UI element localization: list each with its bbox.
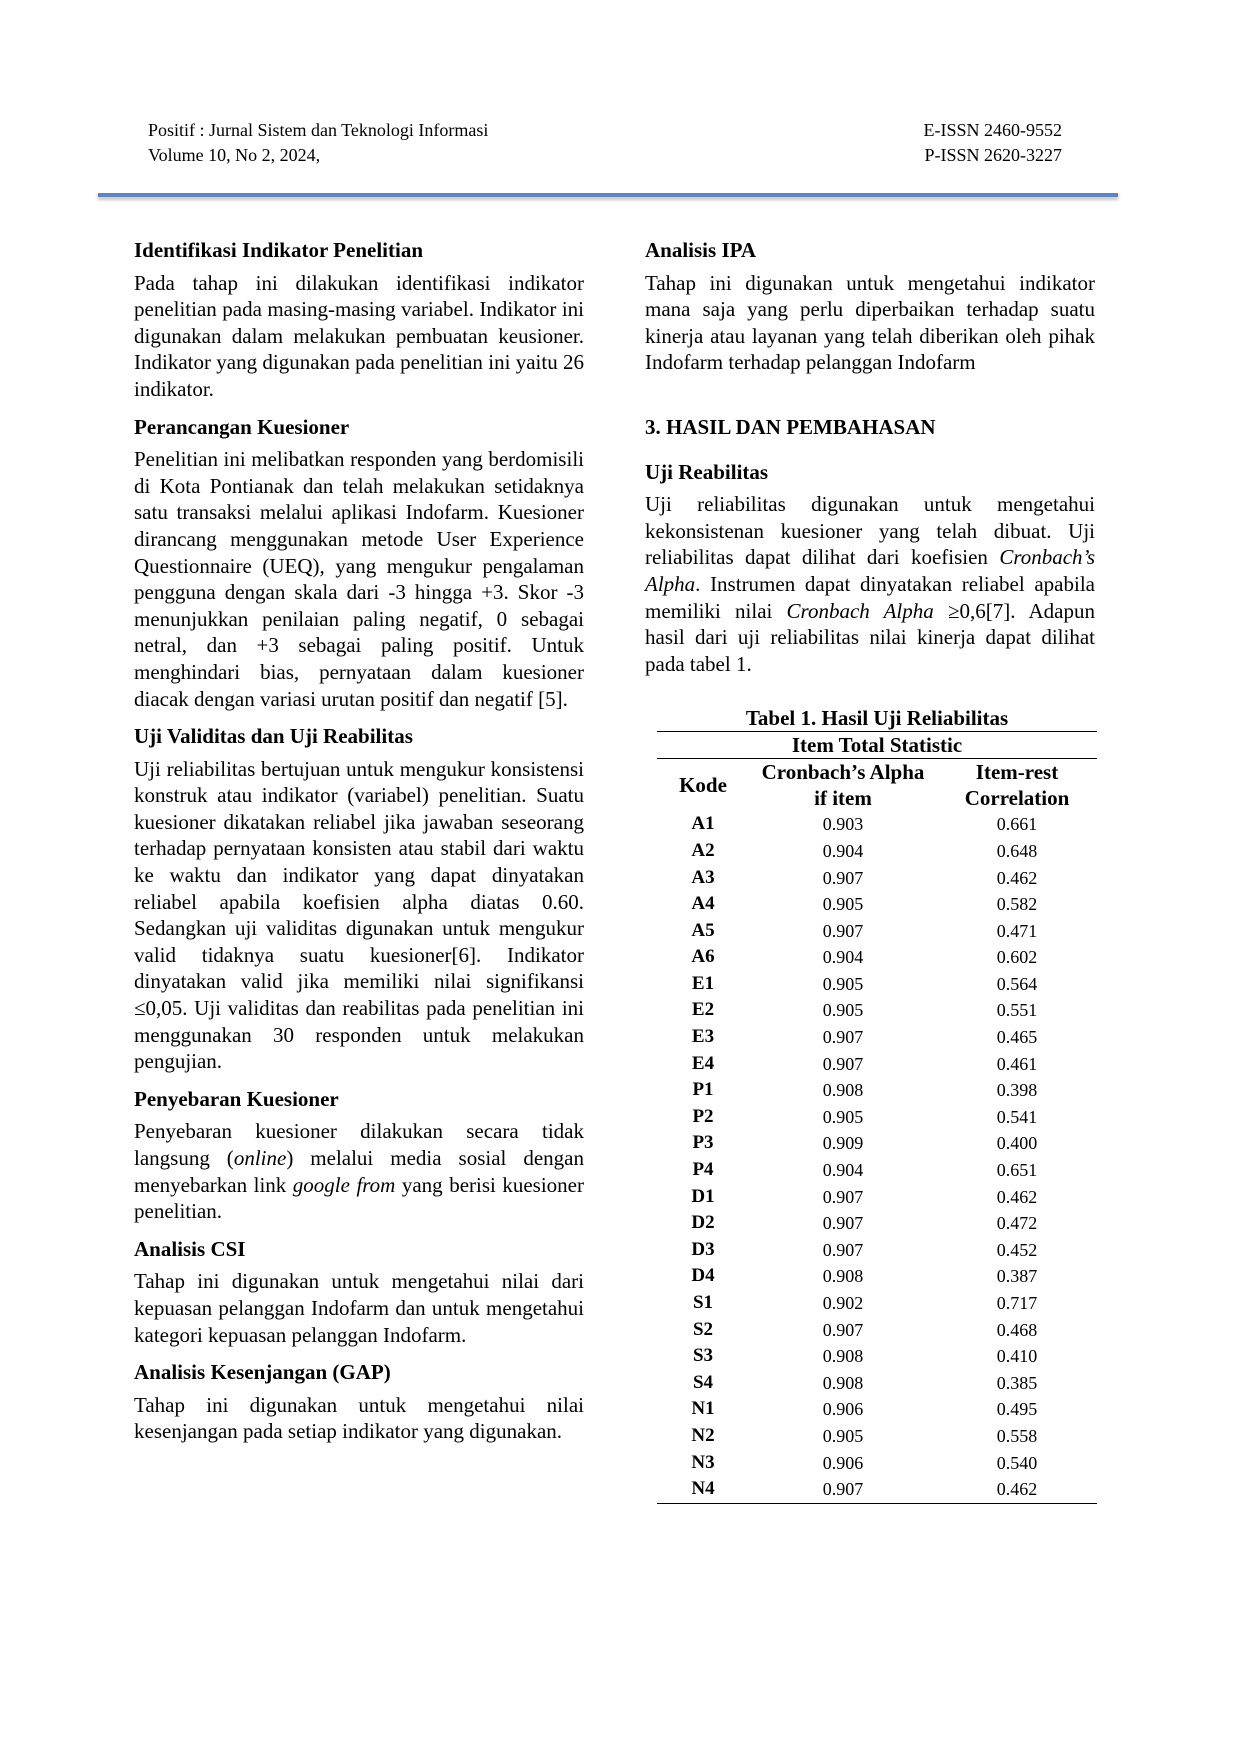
cell-correlation: 0.400	[996, 1133, 1038, 1154]
journal-name: Positif : Jurnal Sistem dan Teknologi Informasi	[148, 120, 489, 140]
table-row	[657, 997, 1097, 1024]
text-run: . Instrumen dapat dinyatakan reliabel apabila memiliki nilai	[645, 571, 1095, 623]
chapter-title: 3. HASIL DAN PEMBAHASAN	[645, 414, 936, 439]
cell-kode: P3	[692, 1132, 714, 1154]
left-column	[134, 237, 584, 1456]
text-run: ) melalui media sosial dengan menyebarkan link	[134, 1146, 584, 1197]
table-row	[657, 1130, 1097, 1157]
cell-alpha: 0.906	[822, 1399, 864, 1420]
cell-correlation: 0.651	[996, 1160, 1038, 1181]
header-divider	[98, 193, 1118, 197]
cell-correlation: 0.468	[996, 1319, 1038, 1340]
italic-online: online	[233, 1146, 287, 1170]
reliability-table	[657, 731, 1097, 1503]
cell-alpha: 0.904	[822, 1160, 864, 1181]
table-caption: Tabel 1. Hasil Uji Reliabilitas	[745, 706, 1009, 731]
cell-alpha: 0.907	[822, 1319, 864, 1340]
header-line: if item	[814, 786, 872, 811]
cell-alpha: 0.909	[822, 1133, 864, 1154]
section-analisis-csi	[134, 1236, 584, 1348]
cell-alpha: 0.905	[822, 1425, 864, 1446]
section-title: Perancangan Kuesioner	[134, 414, 350, 439]
table-group-header: Item Total Statistic	[657, 732, 1097, 759]
cell-correlation: 0.461	[996, 1053, 1038, 1074]
cell-kode: D4	[691, 1265, 715, 1287]
table-row	[657, 891, 1097, 918]
section-body: Tahap ini digunakan untuk mengetahui nilai dari kepuasan pelanggan Indofarm dan untuk mengetahui kategori kepuasan pelanggan Indofarm.	[134, 1269, 584, 1347]
section-body: Uji reliabilitas bertujuan untuk mengukur konsistensi konstruk atau indikator (variabel) penelitian. Suatu kuesioner dikatakan reliabel jika jawaban seseorang terhadap pernyataan konsisten atau stabil dari waktu ke waktu dan indikator yang dapat dinyatakan reliabel apabila koefisien alpha diatas 0.60. Sedangkan uji validitas digunakan untuk mengukur valid tidaknya suatu kuesioner[6]. Indikator dinyatakan valid jika memiliki nilai signifikansi ≤0,05. Uji validitas dan reabilitas pada penelitian ini menggunakan 30 responden untuk melakukan pengujian.	[134, 756, 584, 1074]
cell-correlation: 0.471	[996, 920, 1038, 941]
cell-kode: N2	[691, 1424, 715, 1446]
section-title: Uji Reabilitas	[645, 459, 769, 484]
cell-alpha: 0.904	[822, 840, 864, 861]
cell-alpha: 0.907	[822, 1027, 864, 1048]
cell-alpha: 0.904	[822, 947, 864, 968]
header-line: Cronbach’s Alpha	[761, 760, 925, 785]
cell-correlation: 0.540	[996, 1452, 1038, 1473]
cell-correlation: 0.717	[996, 1293, 1038, 1313]
section-title: Analisis IPA	[645, 238, 757, 262]
section-body: Tahap ini digunakan untuk mengetahui indikator mana saja yang perlu diperbaikan terhadap suatu kinerja atau layanan yang telah diberikan oleh pihak Indofarm terhadap pelanggan Indofarm	[645, 270, 1095, 375]
table-row	[657, 971, 1097, 998]
cell-kode: N1	[691, 1398, 715, 1420]
cell-correlation: 0.462	[996, 1186, 1038, 1207]
cell-correlation: 0.541	[996, 1106, 1038, 1127]
cell-correlation: 0.495	[996, 1399, 1038, 1420]
section-analisis-ipa	[645, 237, 1095, 376]
cell-alpha: 0.907	[749, 1476, 937, 1503]
header-line: Correlation	[964, 786, 1070, 811]
cell-alpha: 0.905	[822, 973, 864, 994]
cell-kode: E3	[691, 1026, 715, 1048]
table-row	[657, 918, 1097, 945]
cell-kode: D1	[691, 1185, 715, 1207]
table-row	[657, 1290, 1097, 1317]
cell-kode: P1	[692, 1079, 714, 1101]
cell-alpha: 0.908	[822, 1080, 864, 1101]
table-row	[657, 1237, 1097, 1264]
cell-kode: E1	[691, 972, 715, 994]
table-row	[657, 865, 1097, 892]
col-header-kode: Kode	[657, 759, 749, 812]
section-title: Penyebaran Kuesioner	[134, 1086, 339, 1111]
table-row	[657, 1396, 1097, 1423]
section-title: Analisis CSI	[134, 1236, 246, 1261]
table-row	[657, 1317, 1097, 1344]
section-body: Pada tahap ini dilakukan identifikasi indikator penelitian pada masing-masing variabel. Indikator ini digunakan dalam melakukan pembuatan keusioner. Indikator yang digunakan pada penelitian ini yaitu 26 indikator.	[134, 270, 584, 401]
section-title: Analisis Kesenjangan (GAP)	[134, 1360, 391, 1385]
table-row	[657, 1157, 1097, 1184]
table-row	[657, 1051, 1097, 1078]
cell-kode: S3	[692, 1345, 714, 1367]
cell-alpha: 0.907	[822, 1186, 864, 1207]
section-uji-reabilitas	[645, 459, 1095, 678]
cell-kode: A2	[691, 839, 715, 861]
cell-correlation: 0.648	[996, 840, 1038, 861]
table-row	[657, 1476, 1097, 1503]
cell-alpha: 0.907	[822, 920, 864, 941]
cell-alpha: 0.908	[822, 1266, 864, 1287]
cell-correlation: 0.551	[996, 1000, 1038, 1021]
table-row	[657, 1450, 1097, 1477]
cell-kode: S2	[692, 1318, 714, 1340]
cell-kode: A3	[691, 866, 715, 888]
cell-alpha: 0.905	[822, 1106, 864, 1127]
cell-correlation: 0.582	[996, 894, 1038, 915]
table-row	[657, 1343, 1097, 1370]
text-run: Uji reliabilitas digunakan untuk mengetahui kekonsistenan kuesioner yang telah dibuat. Uji reliabilitas dapat dilihat dari koefisien	[645, 492, 1095, 570]
italic-cronbach-alpha: Cronbach Alpha	[786, 598, 934, 623]
cell-alpha: 0.907	[822, 1053, 864, 1074]
cell-correlation: 0.462	[996, 867, 1038, 888]
header-line: Item-rest	[975, 760, 1059, 785]
cell-kode: D3	[691, 1238, 715, 1260]
cell-kode: N4	[657, 1476, 749, 1503]
section-perancangan	[134, 414, 584, 713]
page-header	[148, 118, 1062, 168]
section-uji-validitas	[134, 723, 584, 1075]
section-body: Tahap ini digunakan untuk mengetahui nilai kesenjangan pada setiap indikator yang digunakan.	[134, 1392, 584, 1444]
table-row	[657, 1370, 1097, 1397]
cell-kode: E2	[691, 999, 715, 1021]
eissn: E-ISSN 2460-9552	[923, 120, 1062, 140]
table-row	[657, 1184, 1097, 1211]
cell-alpha: 0.905	[822, 894, 864, 915]
section-analisis-gap	[134, 1359, 584, 1445]
cell-correlation: 0.387	[996, 1266, 1038, 1287]
cell-alpha: 0.902	[822, 1293, 864, 1313]
cell-alpha: 0.906	[822, 1452, 864, 1473]
cell-correlation: 0.465	[996, 1027, 1038, 1048]
section-title: Identifikasi Indikator Penelitian	[134, 238, 423, 262]
cell-kode: D2	[691, 1212, 715, 1234]
table-row	[657, 1077, 1097, 1104]
cell-kode: P2	[692, 1105, 714, 1127]
table-row	[657, 1263, 1097, 1290]
cell-alpha: 0.908	[822, 1346, 864, 1367]
reliability-table-block	[657, 705, 1097, 1503]
cell-alpha: 0.908	[822, 1372, 864, 1393]
cell-correlation: 0.564	[996, 973, 1038, 994]
cell-kode: A5	[691, 919, 715, 941]
text-run: ≥0,6[7]. Adapun hasil dari uji reliabilitas nilai kinerja dapat dilihat pada tabel 1.	[645, 598, 1095, 676]
table-row	[657, 838, 1097, 865]
section-body	[645, 491, 1095, 677]
col-header-correlation	[937, 759, 1097, 812]
pissn: P-ISSN 2620-3227	[924, 145, 1062, 165]
section-title: Uji Validitas dan Uji Reabilitas	[134, 724, 413, 749]
section-identifikasi	[134, 237, 584, 403]
cell-correlation: 0.398	[996, 1080, 1038, 1101]
table-row	[657, 1024, 1097, 1051]
table-row	[657, 944, 1097, 971]
cell-kode: P4	[692, 1159, 714, 1181]
cell-correlation: 0.410	[996, 1346, 1038, 1367]
italic-cronbach-alpha: Cronbach’s Alpha	[645, 545, 1095, 596]
table-row	[657, 1104, 1097, 1131]
table-row	[657, 1210, 1097, 1237]
cell-correlation: 0.472	[996, 1213, 1038, 1234]
cell-alpha: 0.905	[822, 1000, 864, 1021]
cell-alpha: 0.907	[822, 1239, 864, 1260]
journal-volume: Volume 10, No 2, 2024,	[148, 145, 321, 165]
col-header-alpha	[749, 759, 937, 812]
cell-kode: E4	[691, 1052, 715, 1074]
cell-correlation: 0.462	[937, 1476, 1097, 1503]
section-body: Penelitian ini melibatkan responden yang berdomisili di Kota Pontianak dan telah melakukan setidaknya satu transaksi melalui aplikasi Indofarm. Kuesioner dirancang menggunakan metode User Experience Questionnaire (UEQ), yang mengukur pengalaman pengguna dengan skala dari -3 hingga +3. Skor -3 menunjukkan penilaian paling negatif, 0 sebagai netral, dan +3 sebagai paling positif. Untuk menghindari bias, pernyataan dalam kuesioner diacak dengan variasi urutan positif dan negatif [5].	[134, 447, 584, 711]
section-penyebaran	[134, 1086, 584, 1225]
cell-correlation: 0.602	[996, 947, 1038, 968]
table-row	[657, 1423, 1097, 1450]
cell-correlation: 0.661	[996, 814, 1038, 835]
cell-correlation: 0.385	[996, 1372, 1038, 1393]
cell-kode: S1	[692, 1292, 714, 1313]
cell-kode: A6	[691, 946, 715, 968]
cell-kode: S4	[692, 1371, 714, 1393]
section-body	[134, 1118, 584, 1224]
table-row	[657, 811, 1097, 838]
cell-alpha: 0.907	[822, 867, 864, 888]
cell-correlation: 0.452	[996, 1239, 1038, 1260]
italic-google-from: google from	[292, 1172, 396, 1197]
right-column	[645, 237, 1095, 1504]
cell-correlation: 0.558	[996, 1425, 1038, 1446]
cell-alpha: 0.907	[822, 1213, 864, 1234]
cell-kode: N3	[691, 1451, 715, 1473]
text-run: yang berisi kuesioner penelitian.	[134, 1172, 584, 1224]
cell-kode: A4	[691, 893, 715, 915]
cell-kode: A1	[691, 813, 715, 835]
text-run: Penyebaran kuesioner dilakukan secara tidak langsung (	[134, 1119, 584, 1170]
cell-alpha: 0.903	[822, 814, 864, 835]
